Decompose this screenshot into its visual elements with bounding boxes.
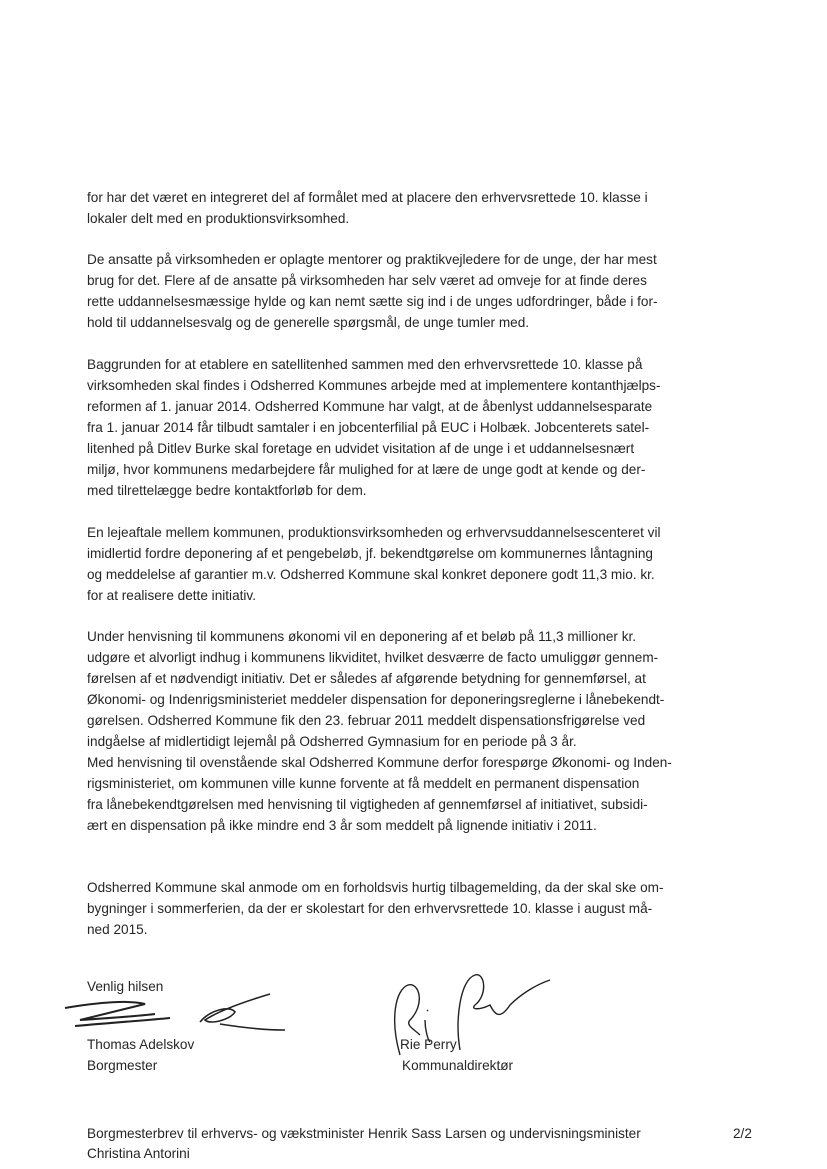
text-line: Økonomi- og Indenrigsministeriet meddeler dispensation for deponeringsreglerne i lånebekendt- <box>87 692 665 707</box>
text-line: gørelsen. Odsherred Kommune fik den 23. februar 2011 meddelt dispensationsfrigørelse ved <box>87 713 646 728</box>
signatory1-name: Thomas Adelskov <box>87 1037 195 1052</box>
text-line: virksomheden skal findes i Odsherred Kommunes arbejde med at implementere kontanthjælps- <box>87 378 661 393</box>
text-line: fra lånebekendtgørelsen med henvisning til vigtigheden af gennemførsel af initiativet, subsidi- <box>87 797 648 812</box>
text-line: brug for det. Flere af de ansatte på virksomheden har selv været ad omveje for at finde deres <box>87 273 647 288</box>
paragraph <box>87 752 747 836</box>
text-line: lokaler delt med en produktionsvirksomhed. <box>87 211 350 226</box>
text-line: litenhed på Ditlev Burke skal foretage en udvidet visitation af de unge i et uddannelsesnært <box>87 441 635 456</box>
paragraph <box>87 249 747 333</box>
text-line: reformen af 1. januar 2014. Odsherred Kommune har valgt, at de åbenlyst uddannelsesparate <box>87 399 653 414</box>
signatory2-name: Rie Perry <box>400 1037 457 1052</box>
text-line: ned 2015. <box>87 922 148 937</box>
text-line: imidlertid fordre deponering af et pengebeløb, jf. bekendtgørelse om kommunernes låntagning <box>87 546 653 561</box>
text-line: Baggrunden for at etablere en satellitenhed sammen med den erhvervsrettede 10. klasse på <box>87 357 643 372</box>
paragraph <box>87 877 747 940</box>
text-line: Med henvisning til ovenstående skal Odsherred Kommune derfor forespørge Økonomi- og Inden- <box>87 755 672 770</box>
footer-text: Borgmesterbrev til erhvervs- og vækstminister Henrik Sass Larsen og undervisningsminister Christina Antorini <box>87 1126 641 1161</box>
text-line: og meddelelse af garantier m.v. Odsherred Kommune skal konkret deponere godt 11,3 mio. kr. <box>87 567 655 582</box>
paragraph <box>87 354 747 501</box>
text-line: En lejeaftale mellem kommunen, produktionsvirksomheden og erhvervsuddannelsescenteret vil <box>87 525 661 540</box>
text-line: førelsen af et nødvendigt initiativ. Det er således af afgørende betydning for gennemførsel, at <box>87 671 646 686</box>
paragraph <box>87 187 747 229</box>
paragraph <box>87 522 747 606</box>
text-line: ært en dispensation på ikke mindre end 3 år som meddelt på lignende initiativ i 2011. <box>87 818 597 833</box>
signatory2-title: Kommunaldirektør <box>402 1058 514 1073</box>
paragraph <box>87 626 747 752</box>
text-line: for har det været en integreret del af formålet med at placere den erhvervsrettede 10. klasse i <box>87 190 648 205</box>
signatory1-title: Borgmester <box>87 1058 158 1073</box>
text-line: bygninger i sommerferien, da der er skolestart for den erhvervsrettede 10. klasse i august må- <box>87 901 653 916</box>
text-line: for at realisere dette initiativ. <box>87 588 256 603</box>
text-line: fra 1. januar 2014 får tilbudt samtaler i en jobcenterfilial på EUC i Holbæk. Jobcenterets satel- <box>87 420 650 435</box>
text-line: De ansatte på virksomheden er oplagte mentorer og praktikvejledere for de unge, der har mest <box>87 252 657 267</box>
text-line: miljø, hvor kommunens medarbejdere får mulighed for at lære de unge godt at kende og der- <box>87 462 646 477</box>
text-line: Under henvisning til kommunens økonomi vil en deponering af et beløb på 11,3 millioner kr. <box>87 629 637 644</box>
signature-thomas-adelskov <box>60 990 290 1040</box>
text-line: med tilrettelægge bedre kontaktforløb for dem. <box>87 483 367 498</box>
text-line: udgøre et alvorligt indhug i kommunens likviditet, hvilket desværre de facto umuliggør gennem- <box>87 650 659 665</box>
text-line: indgåelse af midlertidigt lejemål på Odsherred Gymnasium for en periode på 3 år. <box>87 734 577 749</box>
text-line: hold til uddannelsesvalg og de generelle spørgsmål, de unge tumler med. <box>87 315 530 330</box>
text-line: rigsministeriet, om kommunen ville kunne forvente at få meddelt en permanent dispensation <box>87 776 640 791</box>
page-number: 2/2 <box>733 1126 752 1141</box>
text-line: rette uddannelsesmæssige hylde og kan nemt sætte sig ind i de unges udfordringer, både i for- <box>87 294 658 309</box>
text-line: Odsherred Kommune skal anmode om en forholdsvis hurtig tilbagemelding, da der skal ske om- <box>87 880 664 895</box>
closing-greeting: Venlig hilsen <box>87 979 164 994</box>
